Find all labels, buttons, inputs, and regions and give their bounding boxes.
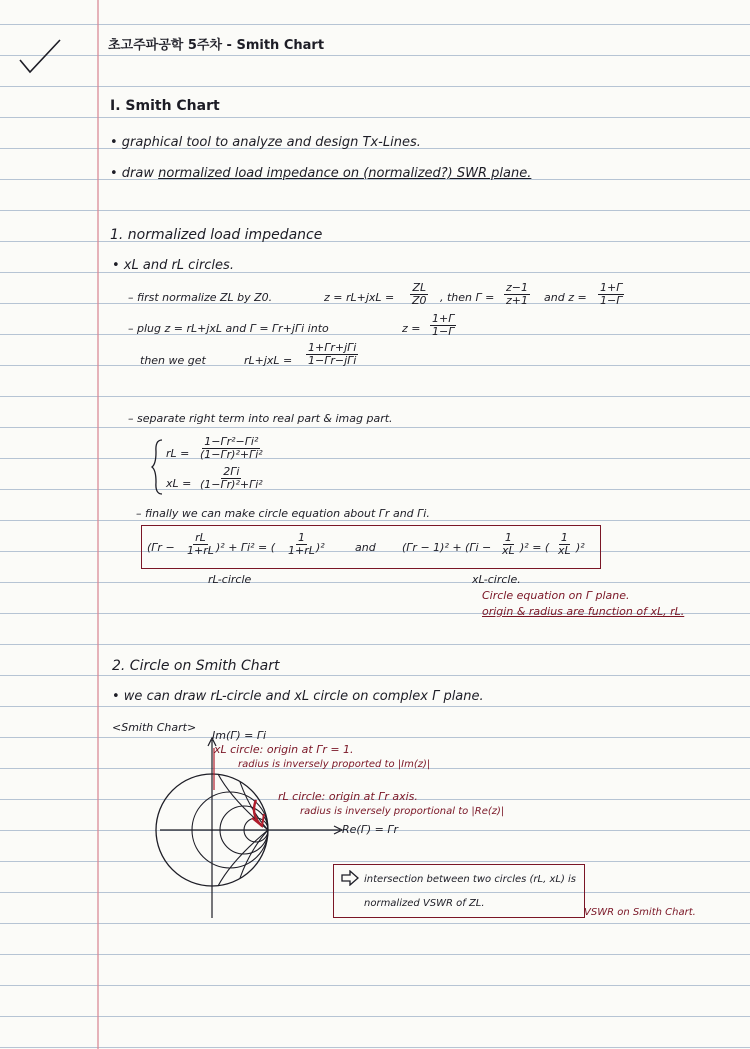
ruled-line (0, 923, 750, 924)
fraction: $\frac{1+\Gamma}{1-\Gamma}$ (600, 281, 623, 307)
ruled-line (0, 489, 750, 490)
annotation: VSWR on Smith Chart. (584, 907, 696, 918)
ruled-line (0, 427, 750, 428)
ruled-line (0, 1047, 750, 1048)
bullet-prefix: • draw (110, 166, 154, 181)
equation: xL = (166, 477, 192, 490)
fraction: $\frac{rL}{1+rL}$ (187, 531, 214, 557)
margin-line (97, 0, 99, 1049)
subsection-heading: 2. Circle on Smith Chart (112, 658, 280, 674)
circle-label: rL-circle (208, 573, 252, 586)
ruled-line (0, 24, 750, 25)
fraction: $\frac{1}{xL}$ (502, 531, 515, 557)
annotation: radius is inversely proported to |Im(z)| (238, 759, 431, 770)
equation: )² + Γi² = ( (216, 541, 276, 554)
equation: )² (316, 541, 325, 554)
step-text: – finally we can make circle equation about Γr and Γi. (136, 507, 430, 520)
fraction: $\frac{1}{1+rL}$ (288, 531, 315, 557)
ruled-line (0, 954, 750, 955)
fraction: 1+Γr+jΓi 1−Γr−jΓi (308, 341, 357, 367)
fraction: $\frac{ZL}{Z0}$ (412, 281, 427, 307)
conclusion-text: normalized VSWR of ZL. (364, 898, 485, 909)
diagram-label: <Smith Chart> (112, 721, 197, 734)
subsection-heading: 1. normalized load impedance (110, 227, 323, 243)
annotation: xL circle: origin at Γr = 1. (214, 743, 354, 756)
equation: and z = (544, 291, 587, 304)
conclusion-text: intersection between two circles (rL, xL) is (364, 874, 577, 885)
ruled-line (0, 861, 750, 862)
bullet-text (110, 166, 531, 182)
fraction: $\frac{1}{xL}$ (558, 531, 571, 557)
curly-brace-icon (150, 438, 166, 496)
fraction: $\frac{2\Gamma i}{\text{(1−Γr)²+Γi²}}$ (200, 465, 263, 491)
circle-label: xL-circle. (472, 573, 521, 586)
ruled-line (0, 365, 750, 366)
ruled-line (0, 706, 750, 707)
ruled-line (0, 458, 750, 459)
step-text: – plug z = rL+jxL and Γ = Γr+jΓi into (128, 322, 329, 335)
ruled-line (0, 210, 750, 211)
annotation: radius is inversely proportional to |Re(z)| (300, 806, 505, 817)
ruled-line (0, 334, 750, 335)
annotation: rL circle: origin at Γr axis. (278, 790, 418, 803)
axis-label: Im(Γ) = Γi (212, 729, 267, 742)
step-text: then we get (140, 354, 206, 367)
ruled-line (0, 582, 750, 583)
step-text: – first normalize ZL by Z0. (128, 291, 273, 304)
annotation: Circle equation on Γ plane. (482, 589, 630, 602)
step-text: – separate right term into real part & imag part. (128, 412, 393, 425)
annotation: origin & radius are function of xL, rL. (482, 605, 685, 618)
underlined-text: normalized load impedance on (normalized?) SWR plane. (158, 166, 532, 181)
check-mark-icon (14, 36, 64, 76)
ruled-line (0, 86, 750, 87)
ruled-line (0, 985, 750, 986)
ruled-line (0, 117, 750, 118)
bullet-text: • xL and rL circles. (112, 258, 234, 273)
ruled-line (0, 396, 750, 397)
equation: , then Γ = (440, 291, 495, 304)
equation: )² (576, 541, 585, 554)
equation: z = rL+jxL = (324, 291, 395, 304)
arrow-right-icon (340, 870, 360, 886)
ruled-line (0, 1016, 750, 1017)
equation: )² = ( (520, 541, 550, 554)
equation: (Γr − 1)² + (Γi − (402, 541, 492, 554)
axis-label: Re(Γ) = Γr (342, 823, 398, 836)
ruled-line (0, 675, 750, 676)
equation: (Γr − (147, 541, 175, 554)
fraction: $\frac{1+\Gamma}{1-\Gamma}$ (432, 312, 455, 338)
ruled-line (0, 55, 750, 56)
equation: z = (402, 322, 421, 335)
equation: rL+jxL = (244, 354, 293, 367)
section-heading: I. Smith Chart (110, 98, 220, 114)
bullet-text: • graphical tool to analyze and design Tx-Lines. (110, 135, 421, 150)
ruled-line (0, 644, 750, 645)
page-title: 초고주파공학 5주차 - Smith Chart (108, 38, 325, 53)
equation: and (355, 541, 376, 554)
bullet-text: • we can draw rL-circle and xL circle on complex Γ plane. (112, 689, 484, 704)
equation: rL = (166, 447, 190, 460)
fraction: $\frac{z-1}{z+1}$ (506, 281, 528, 307)
ruled-line (0, 737, 750, 738)
fraction: $\frac{\text{1−Γr²−Γi²}}{\text{(1−Γr)²+Γi²}}$ (200, 435, 263, 461)
